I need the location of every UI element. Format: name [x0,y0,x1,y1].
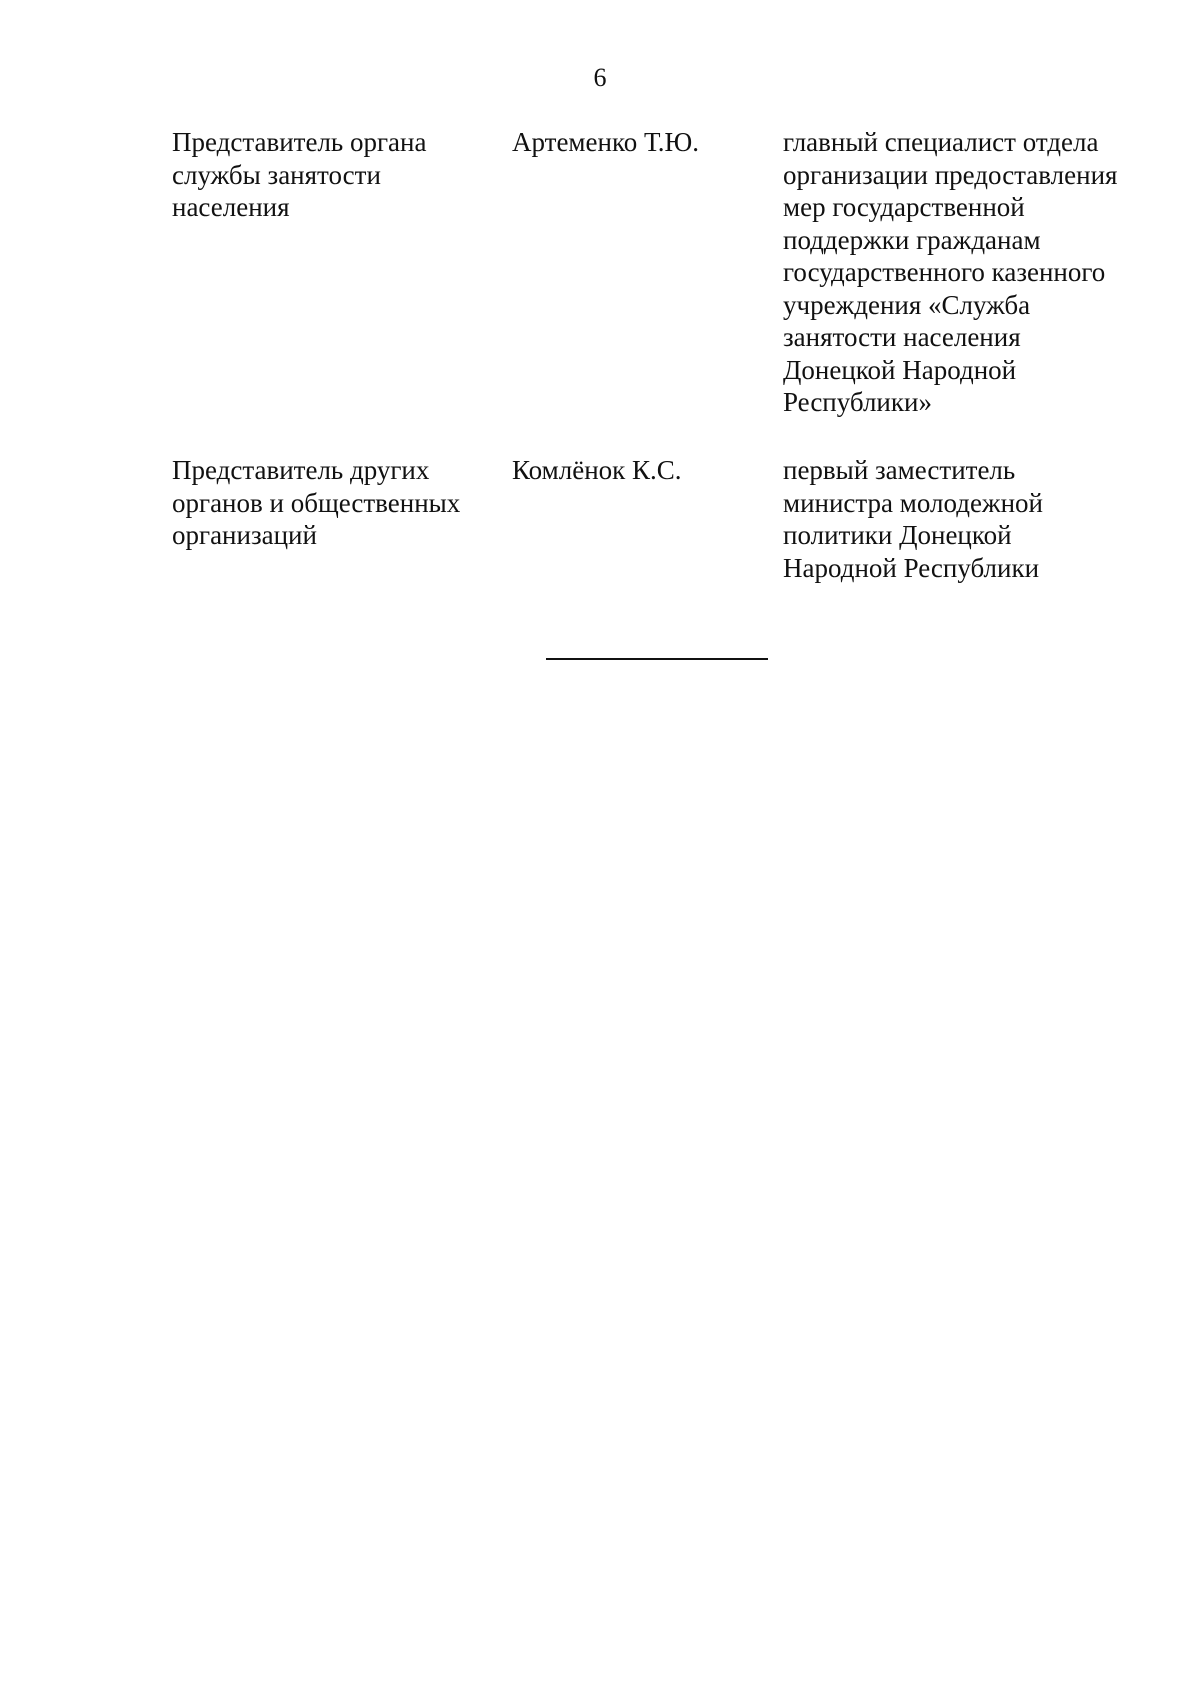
member-role: Представитель других органов и общественных организаций [172,455,461,550]
member-position: главный специалист отдела организации предоставления мер государственной поддержки гражданам государственного казенного учреждения «Служба занятости населения Донецкой Народной Республики» [783,127,1118,417]
member-role: Представитель органа службы занятости населения [172,127,427,222]
member-position: первый заместитель министра молодежной политики Донецкой Народной Республики [783,455,1043,583]
member-name: Артеменко Т.Ю. [512,127,699,157]
end-of-document-rule [546,658,768,660]
member-name: Комлёнок К.С. [512,455,682,485]
page-number: 6 [593,63,607,92]
